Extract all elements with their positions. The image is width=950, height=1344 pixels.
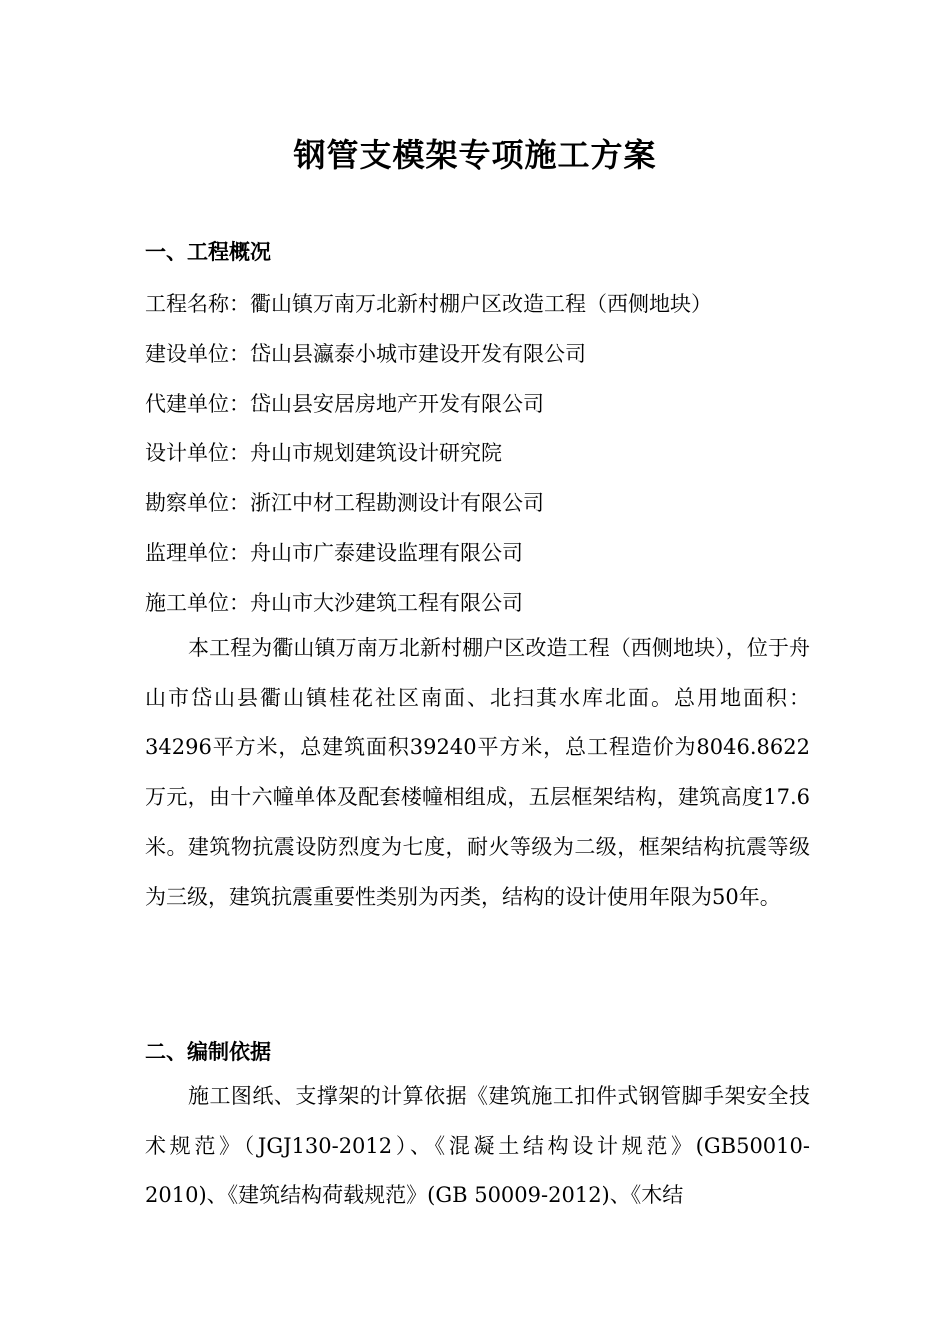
info-owner: 建设单位：岱山县瀛泰小城市建设开发有限公司 <box>145 342 586 366</box>
info-project-name: 工程名称：衢山镇万南万北新村棚户区改造工程（西侧地块） <box>145 292 712 316</box>
section-heading-overview: 一、工程概况 <box>145 240 271 264</box>
document-title: 钢管支模架专项施工方案 <box>293 136 657 174</box>
section-heading-basis: 二、编制依据 <box>145 1040 271 1064</box>
basis-paragraph: 施工图纸、支撑架的计算依据《建筑施工扣件式钢管脚手架安全技术规范》（JGJ130-2012）、《混凝土结构设计规范》(GB50010-2010)、《建筑结构荷载规范》(GB 50009-2012)、《木结 <box>145 1084 810 1208</box>
info-agent: 代建单位：岱山县安居房地产开发有限公司 <box>145 392 544 416</box>
info-contractor: 施工单位：舟山市大沙建筑工程有限公司 <box>145 591 523 615</box>
info-surveyor: 勘察单位：浙江中材工程勘测设计有限公司 <box>145 491 544 515</box>
overview-paragraph: 本工程为衢山镇万南万北新村棚户区改造工程（西侧地块），位于舟山市岱山县衢山镇桂花社区南面、北扫萁水库北面。总用地面积：34296平方米，总建筑面积39240平方米，总工程造价为8046.8622万元，由十六幢单体及配套楼幢相组成，五层框架结构，建筑高度17.6米。建筑物抗震设防烈度为七度，耐火等级为二级，框架结构抗震等级为三级，建筑抗震重要性类别为丙类，结构的设计使用年限为50年。 <box>145 636 810 909</box>
info-designer: 设计单位：舟山市规划建筑设计研究院 <box>145 441 502 465</box>
info-supervisor: 监理单位：舟山市广泰建设监理有限公司 <box>145 541 523 565</box>
